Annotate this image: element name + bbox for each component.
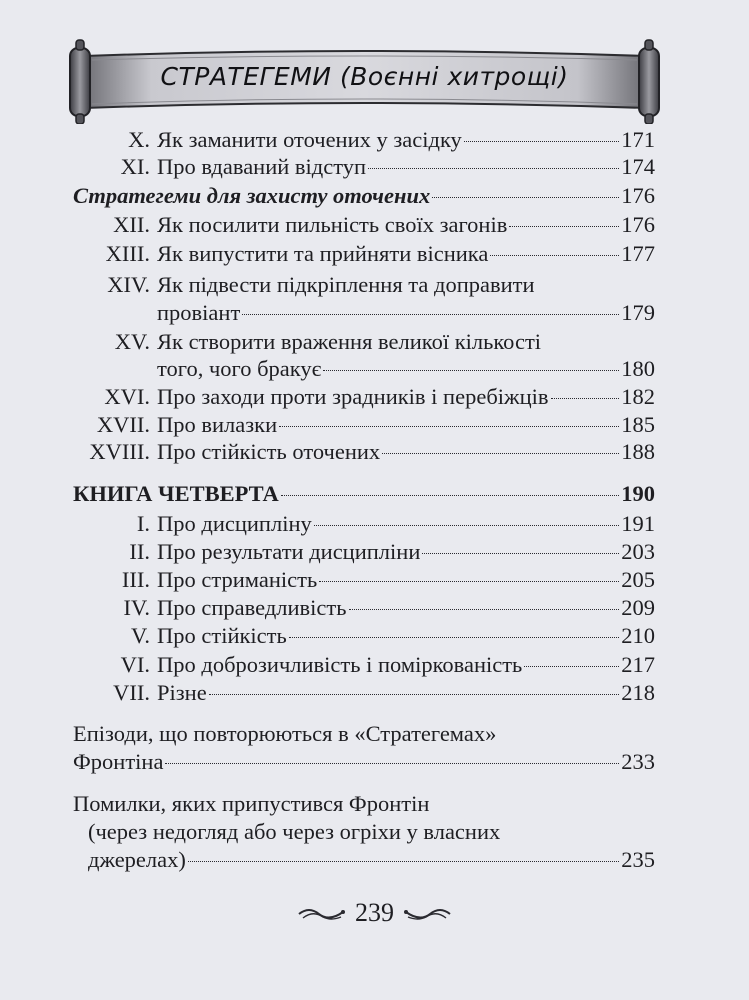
chapter-number: XIV. [107, 272, 150, 297]
entry-title: Про результати дисципліни [157, 539, 421, 564]
entry-title: Про вилазки [157, 412, 278, 437]
chapter-number: XV. [114, 329, 150, 354]
page-number: 179 [621, 300, 655, 325]
page-folio [0, 898, 749, 930]
folio-page-number: 239 [355, 898, 394, 927]
entry-title: Як посилити пильність своїх загонів [157, 212, 508, 237]
chapter-number: XVIII. [89, 439, 150, 464]
chapter-number: IV. [123, 595, 150, 620]
chapter-number: XI. [120, 154, 150, 179]
section-title: Стратегеми для захисту оточених [73, 183, 431, 208]
entry-title: Про стійкість оточених [157, 439, 381, 464]
appendix-title-middle: (через недогляд або через огріхи у власних [88, 819, 501, 844]
page-number: 180 [621, 356, 655, 381]
entry-title: Як випустити та прийняти вісника [157, 241, 489, 266]
appendix-title-continued: джерелах) [88, 847, 186, 872]
appendix-title: Помилки, яких припустився Фронтін [73, 791, 430, 816]
page-number: 191 [621, 511, 655, 536]
chapter-number: X. [128, 127, 150, 152]
entry-title-continued: того, чого бракує [157, 356, 322, 381]
chapter-number: XVI. [104, 384, 150, 409]
page-number: 188 [621, 439, 655, 464]
entry-title: Різне [157, 680, 207, 705]
page-number: 235 [621, 847, 655, 872]
entry-title: Про доброзичливість і поміркованість [157, 652, 523, 677]
entry-title: Про стійкість [157, 623, 287, 648]
entry-title: Про заходи проти зрадників і перебіжців [157, 384, 549, 409]
chapter-number: XII. [113, 212, 150, 237]
page-number: 176 [621, 183, 655, 208]
entry-title: Про дисципліну [157, 511, 312, 536]
book-title: КНИГА ЧЕТВЕРТА [73, 481, 279, 506]
entry-title: Як підвести підкріплення та доправити [157, 272, 535, 297]
entry-title-continued: провіант [157, 300, 241, 325]
page-number: 182 [621, 384, 655, 409]
page-number: 176 [621, 212, 655, 237]
running-header-title: СТРАТЕГЕМИ (Воєнні хитрощі) [160, 62, 569, 91]
page-number: 174 [621, 154, 655, 179]
chapter-number: XIII. [105, 241, 150, 266]
chapter-number: II. [129, 539, 150, 564]
page-number: 209 [621, 595, 655, 620]
appendix-title-continued: Фронтіна [73, 749, 164, 774]
page-number: 210 [621, 623, 655, 648]
chapter-number: XVII. [96, 412, 150, 437]
appendix-title: Епізоди, що повторюються в «Стратегемах» [73, 721, 497, 746]
chapter-number: V. [131, 623, 150, 648]
page-number: 177 [621, 241, 655, 266]
chapter-number: VI. [120, 652, 150, 677]
page-number: 185 [621, 412, 655, 437]
entry-title: Як створити враження великої кількості [157, 329, 542, 354]
header-scroll-banner [62, 38, 667, 124]
page-number: 217 [621, 652, 655, 677]
page-number: 218 [621, 680, 655, 705]
entry-title: Про вдаваний відступ [157, 154, 367, 179]
page-number: 203 [621, 539, 655, 564]
page-number: 233 [621, 749, 655, 774]
left-ornament-icon [297, 900, 347, 930]
entry-title: Про справедливість [157, 595, 347, 620]
right-ornament-icon [402, 900, 452, 930]
entry-title: Про стриманість [157, 567, 318, 592]
chapter-number: VII. [113, 680, 150, 705]
chapter-number: III. [121, 567, 150, 592]
chapter-number: I. [136, 511, 150, 536]
entry-title: Як заманити оточених у засідку [157, 127, 462, 152]
page-number: 205 [621, 567, 655, 592]
page-number: 171 [621, 127, 655, 152]
page-number: 190 [621, 481, 655, 506]
